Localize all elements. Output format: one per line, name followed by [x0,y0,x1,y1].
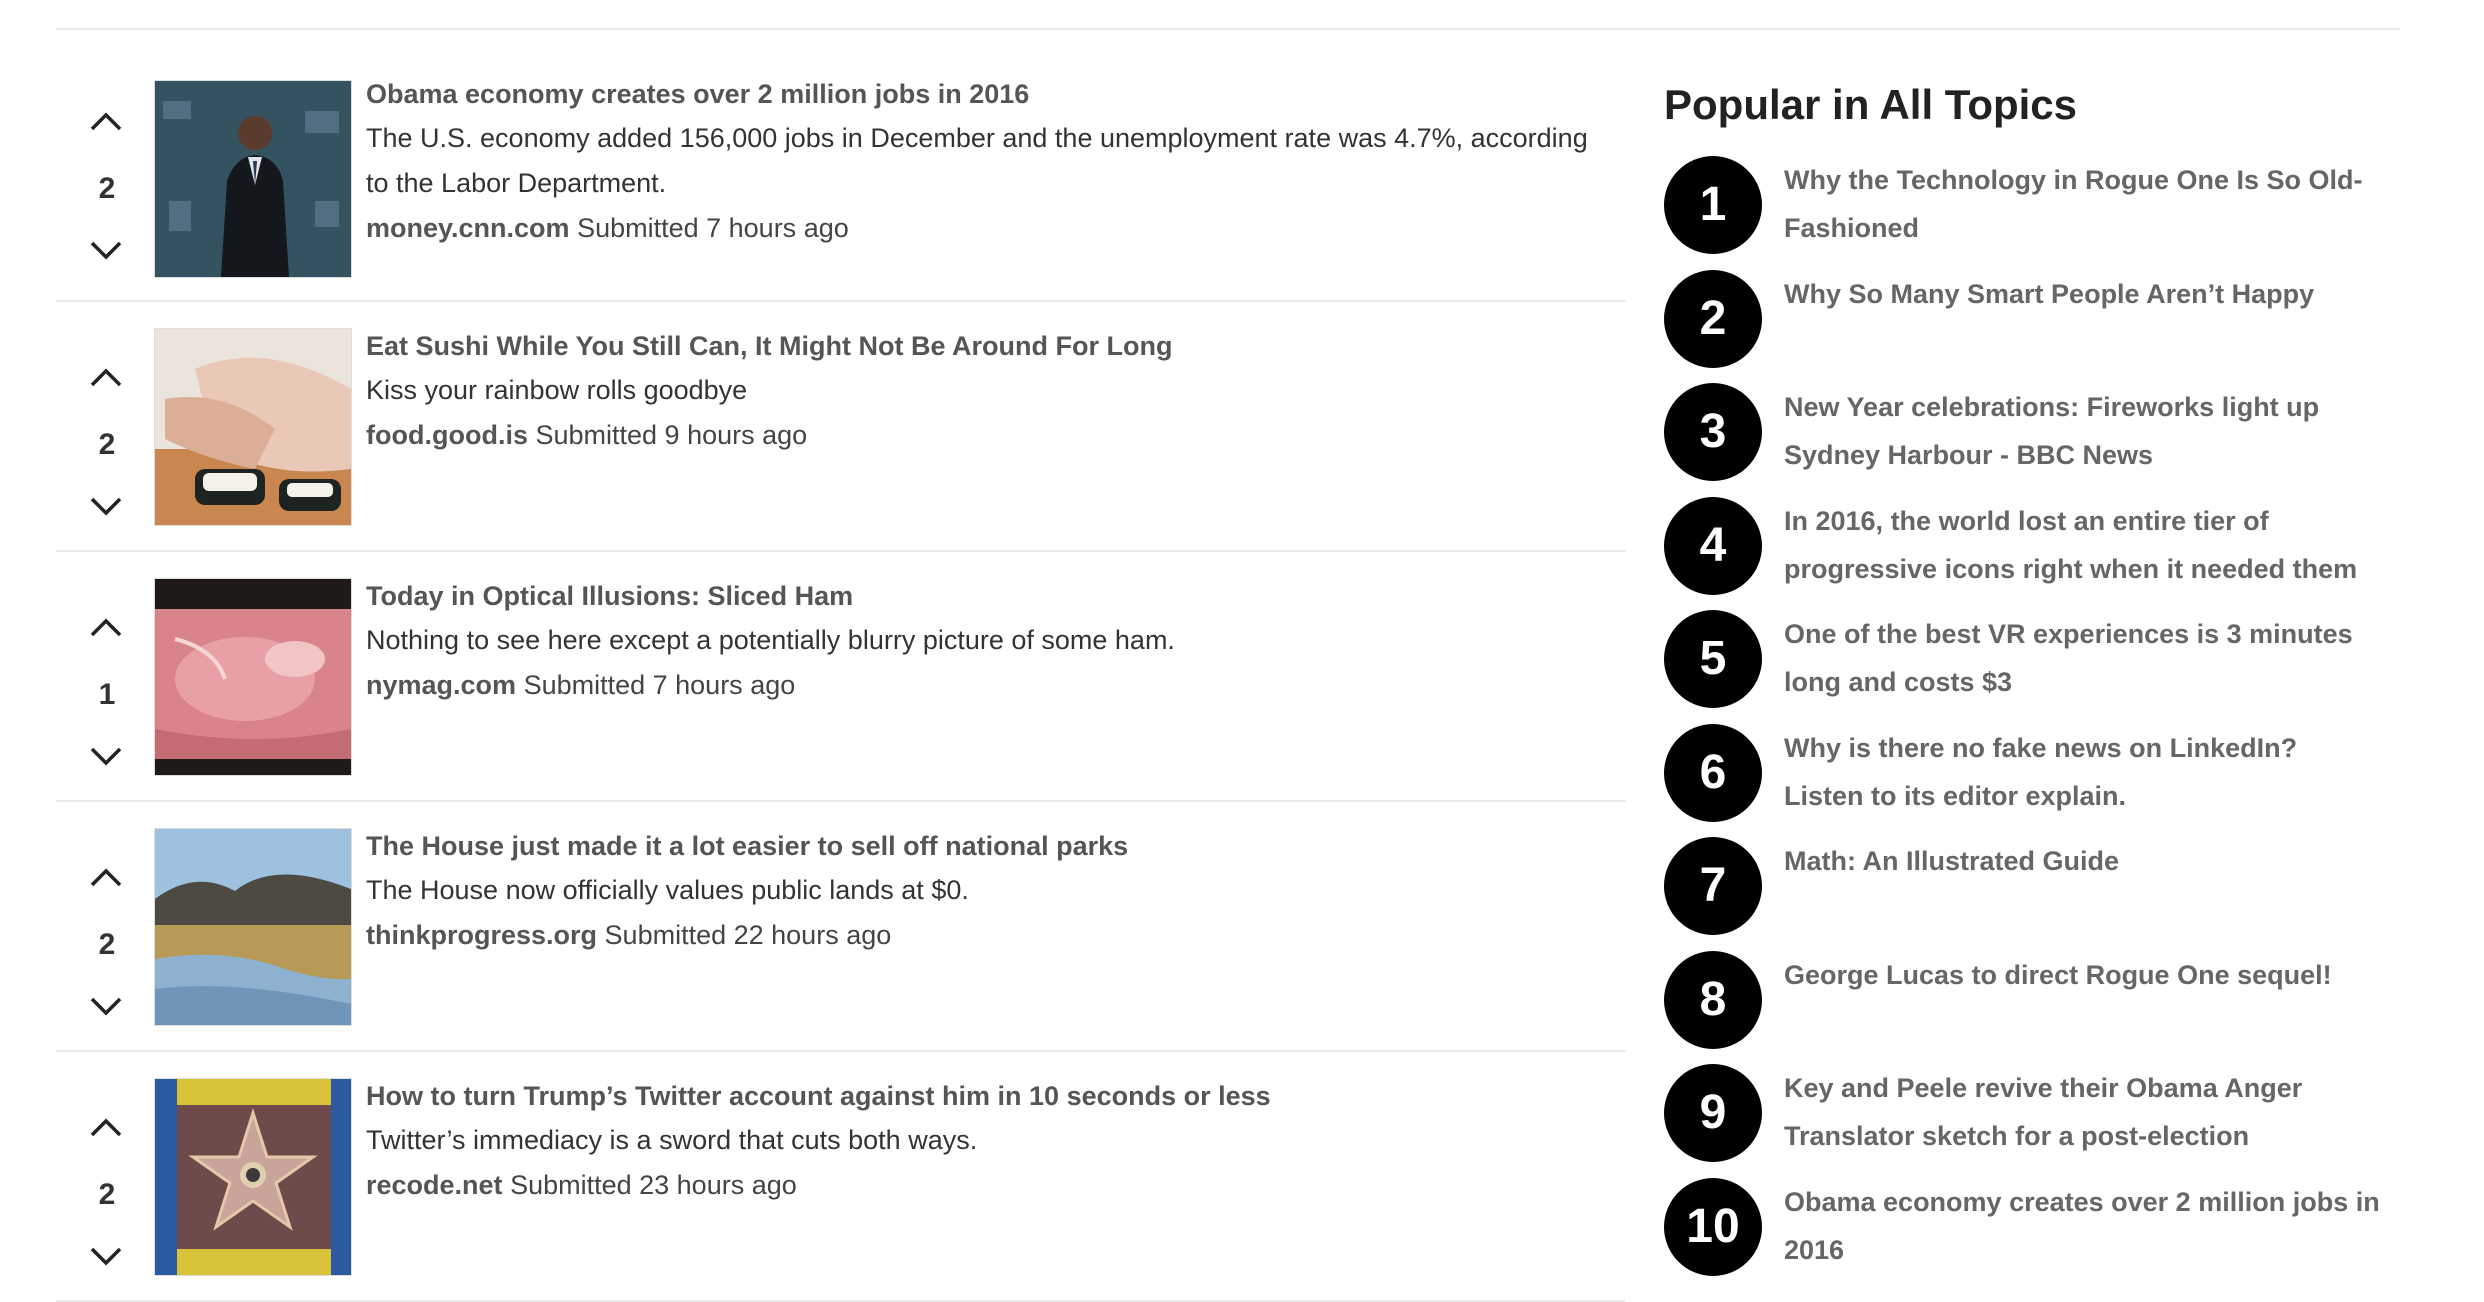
chevron-down-icon [80,480,132,532]
story-item [56,302,1626,552]
downvote-button[interactable] [80,480,132,532]
national-park-photo-thumbnail [155,829,351,1025]
chevron-up-icon [80,96,132,148]
story-item [56,552,1626,802]
vote-control [72,1102,142,1302]
chevron-up-icon [80,602,132,654]
popular-item-link[interactable]: Math: An Illustrated Guide [1784,846,2120,876]
vote-control [72,352,142,552]
story-item [56,30,1626,302]
popular-list [1664,156,2384,1291]
story-title-link[interactable]: Today in Optical Illusions: Sliced Ham [366,581,854,611]
obama-photo-thumbnail [155,81,351,277]
popular-item [1664,156,2384,270]
popular-item-link[interactable]: Key and Peele revive their Obama Anger Translator sketch for a post-election [1784,1073,2303,1151]
story-title-link[interactable]: The House just made it a lot easier to sell off national parks [366,831,1129,861]
story-thumbnail[interactable] [154,578,352,776]
story-source-link[interactable]: recode.net [366,1170,503,1200]
vote-count: 2 [98,1178,116,1211]
popular-item [1664,497,2384,611]
story-content [366,824,1616,958]
upvote-button[interactable] [80,96,132,148]
story-content [366,72,1616,251]
downvote-button[interactable] [80,730,132,782]
popular-item-link[interactable]: New Year celebrations: Fireworks light up Sydney Harbour - BBC News [1784,392,2320,470]
story-submitted-time: Submitted 7 hours ago [577,213,849,243]
story-submitted-time: Submitted 9 hours ago [535,420,808,450]
story-meta [366,206,1616,251]
story-meta [366,1163,1616,1208]
chevron-down-icon [80,980,132,1032]
sidebar-title: Popular in All Topics [1664,81,2078,128]
story-thumbnail[interactable] [154,80,352,278]
vote-count: 2 [98,172,116,205]
sushi-photo-thumbnail [155,329,351,525]
story-meta [366,663,1616,708]
story-description: Kiss your rainbow rolls goodbye [366,375,748,405]
story-meta [366,413,1616,458]
rank-badge: 2 [1664,270,1762,368]
chevron-up-icon [80,352,132,404]
story-submitted-time: Submitted 23 hours ago [510,1170,797,1200]
vote-count: 2 [98,928,116,961]
story-item [56,1052,1626,1302]
popular-item-link[interactable]: Why is there no fake news on LinkedIn? Listen to its editor explain. [1784,732,2298,811]
chevron-up-icon [80,1102,132,1154]
story-thumbnail[interactable] [154,1078,352,1276]
popular-item [1664,951,2384,1065]
rank-badge: 8 [1664,951,1762,1049]
upvote-button[interactable] [80,852,132,904]
chevron-up-icon [80,852,132,904]
story-description: Nothing to see here except a potentially blurry picture of some ham. [366,625,1175,655]
popular-item [1664,610,2384,724]
upvote-button[interactable] [80,352,132,404]
rank-badge: 6 [1664,724,1762,822]
chevron-down-icon [80,224,132,276]
story-content [366,1074,1616,1208]
story-thumbnail[interactable] [154,328,352,526]
vote-control [72,602,142,802]
downvote-button[interactable] [80,224,132,276]
vote-count: 1 [98,678,116,711]
walk-of-fame-star-photo-thumbnail [155,1079,351,1275]
story-description: Twitter’s immediacy is a sword that cuts both ways. [366,1125,978,1155]
vote-control [72,852,142,1052]
rank-badge: 9 [1664,1064,1762,1162]
story-title-link[interactable]: Obama economy creates over 2 million jobs in 2016 [366,79,1030,109]
vote-control [72,96,142,296]
story-item [56,802,1626,1052]
popular-item-link[interactable]: In 2016, the world lost an entire tier of progressive icons right when it needed them [1784,505,2358,584]
ham-photo-thumbnail [155,579,351,775]
story-source-link[interactable]: nymag.com [366,670,517,700]
downvote-button[interactable] [80,1230,132,1282]
story-content [366,574,1616,708]
popular-item-link[interactable]: One of the best VR experiences is 3 minutes long and costs $3 [1784,619,2353,697]
popular-item [1664,383,2384,497]
story-source-link[interactable]: money.cnn.com [366,213,570,243]
story-title-link[interactable]: Eat Sushi While You Still Can, It Might Not Be Around For Long [366,331,1173,361]
rank-badge: 3 [1664,383,1762,481]
story-feed [56,30,1626,1302]
popular-item [1664,837,2384,951]
rank-badge: 4 [1664,497,1762,595]
chevron-down-icon [80,1230,132,1282]
story-description: The U.S. economy added 156,000 jobs in December and the unemployment rate was 4.7%, according to the Labor Department. [366,123,1588,198]
downvote-button[interactable] [80,980,132,1032]
story-source-link[interactable]: food.good.is [366,420,528,450]
popular-item [1664,1064,2384,1178]
vote-count: 2 [98,428,116,461]
popular-item-link[interactable]: Why the Technology in Rogue One Is So Old-Fashioned [1784,165,2363,243]
rank-badge: 7 [1664,837,1762,935]
upvote-button[interactable] [80,1102,132,1154]
rank-badge: 10 [1664,1178,1762,1276]
popular-item [1664,1178,2384,1292]
story-description: The House now officially values public lands at $0. [366,875,969,905]
story-source-link[interactable]: thinkprogress.org [366,920,598,950]
popular-item-link[interactable]: George Lucas to direct Rogue One sequel! [1784,959,2332,990]
popular-item [1664,270,2384,384]
story-submitted-time: Submitted 22 hours ago [604,920,892,950]
story-thumbnail[interactable] [154,828,352,1026]
story-content [366,324,1616,458]
chevron-down-icon [80,730,132,782]
rank-badge: 1 [1664,156,1762,254]
popular-item-link[interactable]: Obama economy creates over 2 million jobs in 2016 [1784,1186,2380,1265]
story-meta [366,913,1616,958]
story-submitted-time: Submitted 7 hours ago [523,670,796,700]
story-title-link[interactable]: How to turn Trump’s Twitter account against him in 10 seconds or less [366,1081,1271,1111]
rank-badge: 5 [1664,610,1762,708]
popular-item-link[interactable]: Why So Many Smart People Aren’t Happy [1784,278,2315,309]
popular-item [1664,724,2384,838]
upvote-button[interactable] [80,602,132,654]
popular-sidebar [1664,62,2384,1291]
